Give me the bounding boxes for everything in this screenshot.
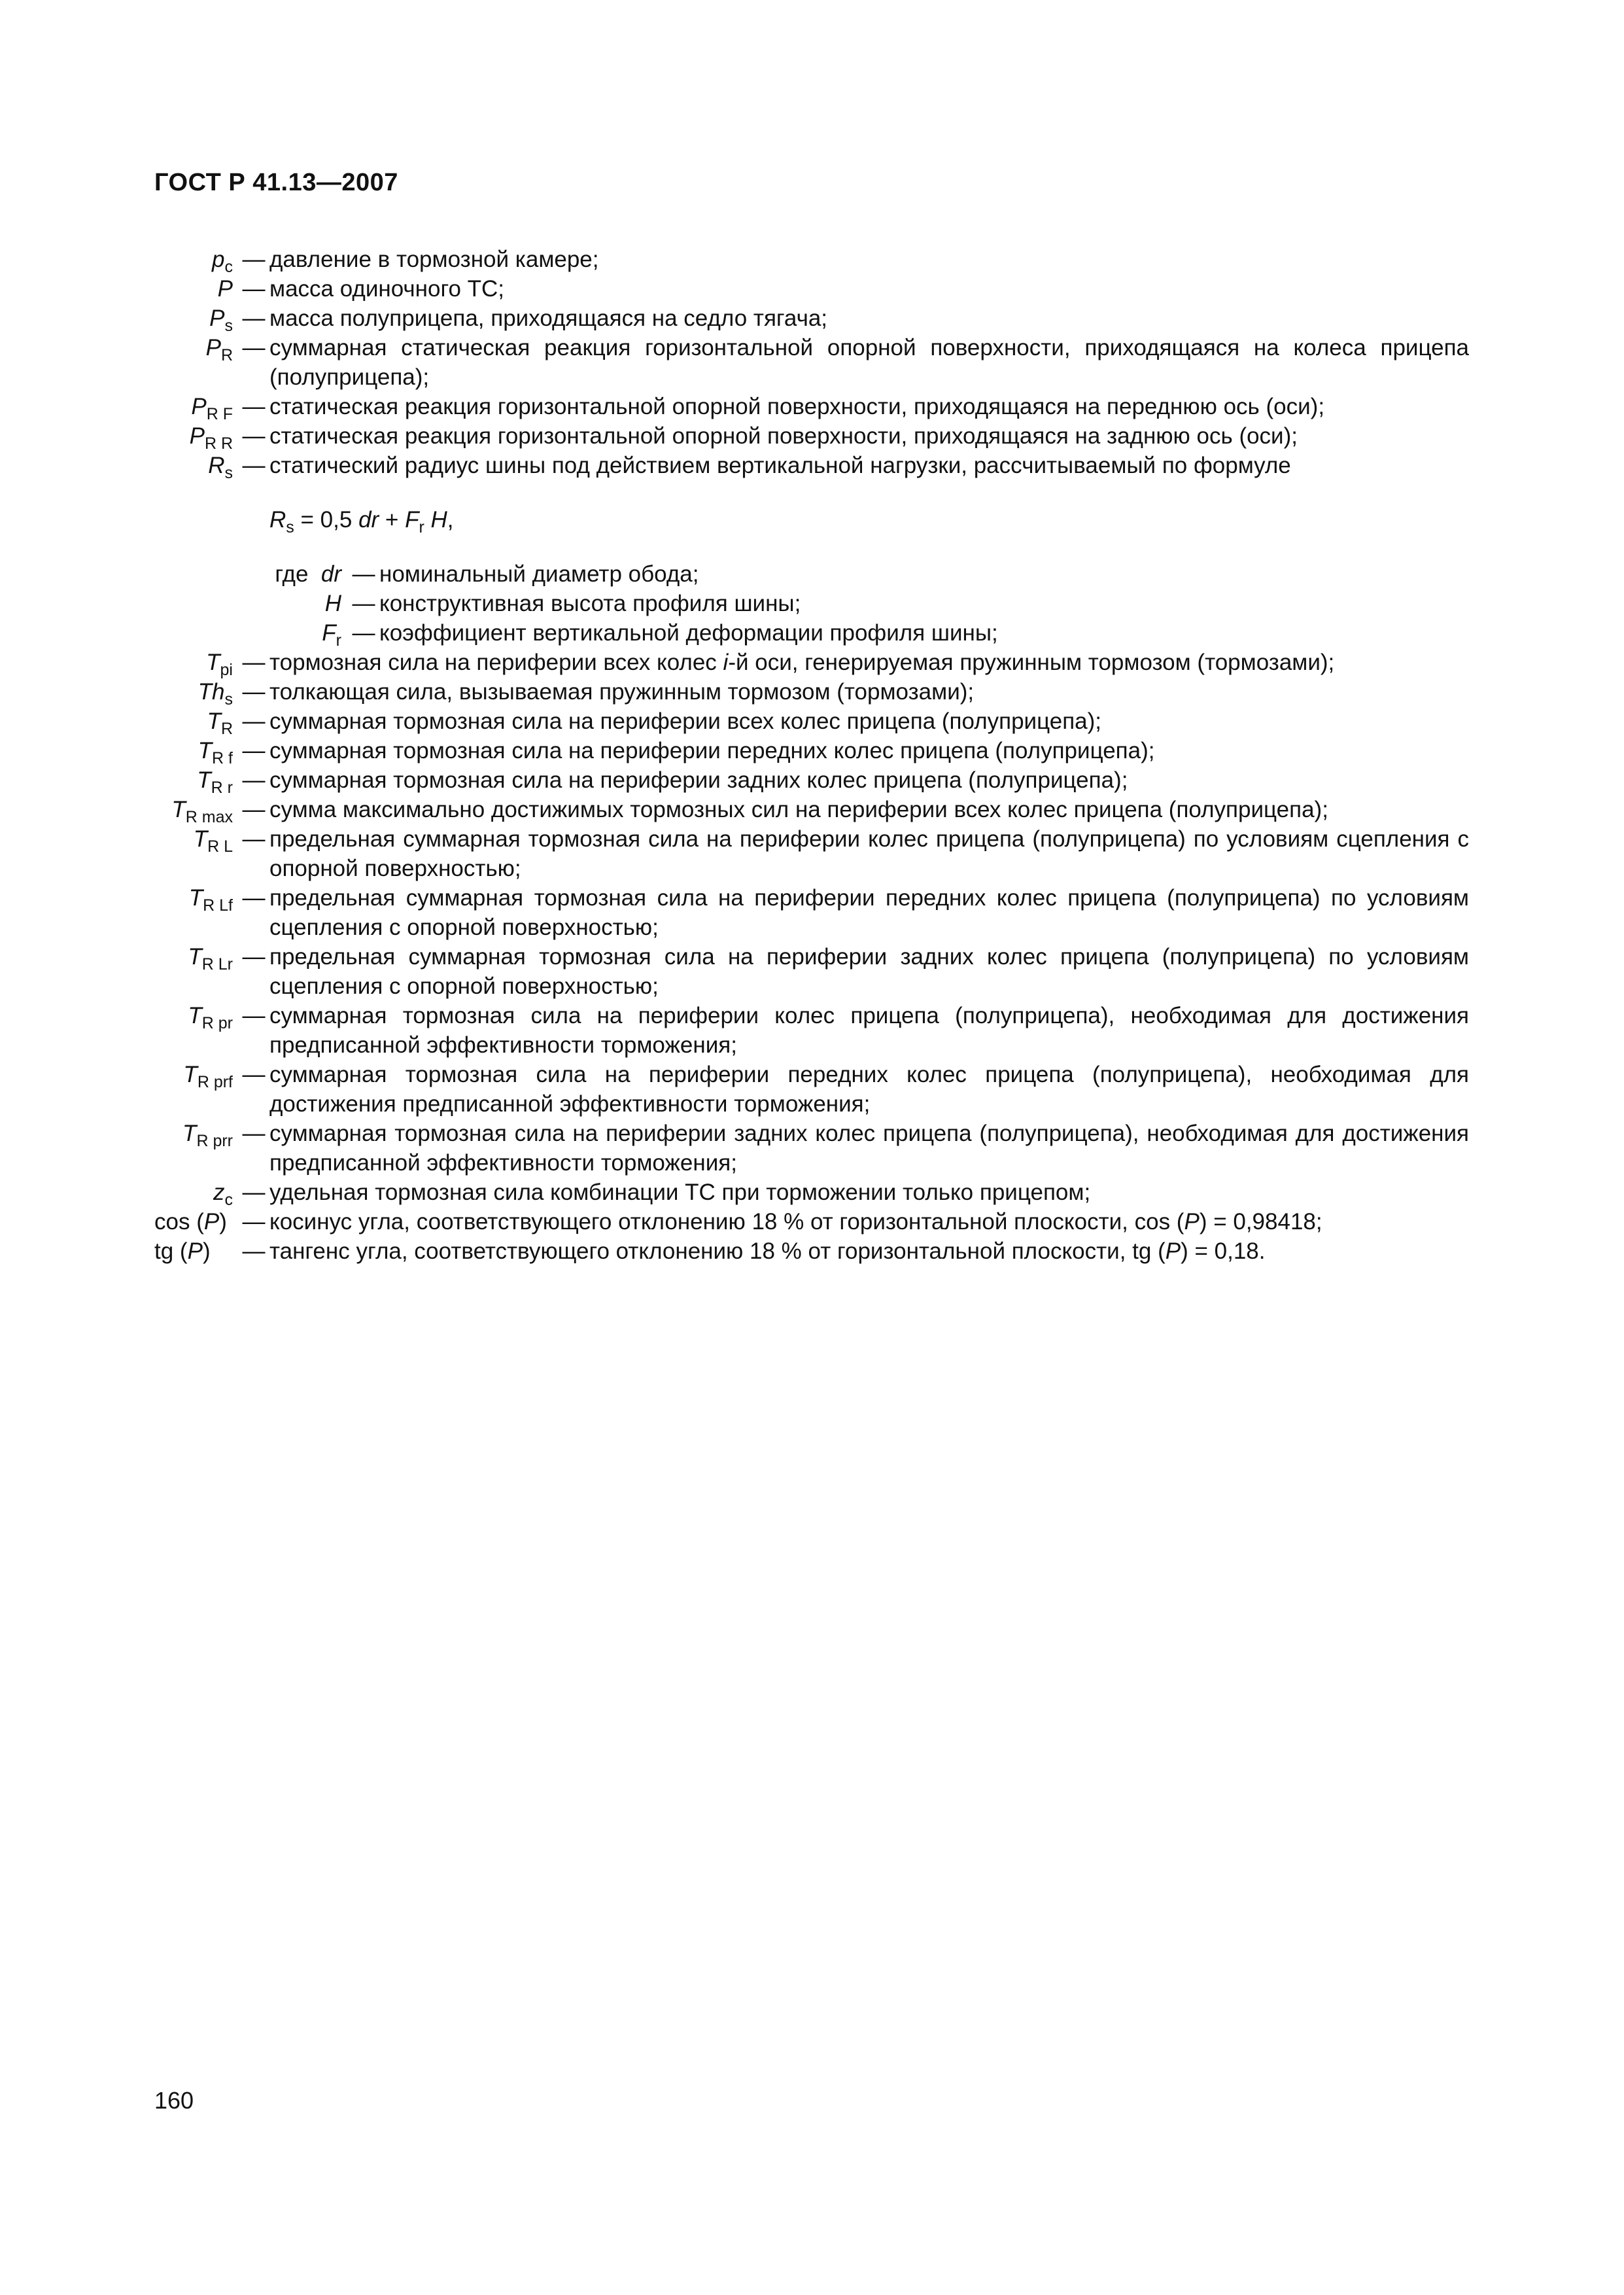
dash: — xyxy=(242,1180,266,1205)
where-text: конструктивная высота профиля шины; xyxy=(379,591,801,616)
definition-item xyxy=(154,736,1469,765)
definition-item xyxy=(154,707,1469,736)
symbol: $P_{R F}$ xyxy=(191,394,233,423)
page-number: 160 xyxy=(154,2087,194,2114)
dash: — xyxy=(242,944,266,970)
definition-text: толкающая сила, вызываемая пружинным тормозом (тормозами); xyxy=(269,679,975,705)
definition-item xyxy=(154,245,1469,274)
where-symbol: H xyxy=(324,591,341,616)
symbol: tg (P) xyxy=(154,1238,211,1264)
dash: — xyxy=(242,1121,266,1146)
dash: — xyxy=(242,1238,266,1264)
definition-item xyxy=(154,1178,1469,1207)
definition-item xyxy=(154,1060,1469,1119)
definition-text: суммарная тормозная сила на периферии задних колес прицепа (полуприцепа), необходимая для достижения предписанной эффективности торможения; xyxy=(269,1121,1469,1176)
definition-item xyxy=(154,392,1469,421)
dash: — xyxy=(242,423,266,449)
definition-text: давление в тормозной камере; xyxy=(269,247,599,272)
definition-text: масса одиночного ТС; xyxy=(269,276,505,302)
definition-item xyxy=(154,648,1469,677)
symbol: $P_R$ xyxy=(205,335,233,364)
dash: — xyxy=(242,650,266,675)
definition-text: статическая реакция горизонтальной опорной поверхности, приходящаяся на переднюю ось (оси); xyxy=(269,394,1325,419)
symbol: $T_{R max}$ xyxy=(171,797,233,826)
symbol: $p_c$ xyxy=(212,247,233,276)
definition-item xyxy=(154,333,1469,392)
symbol: $T_{R L}$ xyxy=(193,826,233,856)
definition-text: суммарная тормозная сила на периферии задних колес прицепа (полуприцепа); xyxy=(269,767,1128,793)
symbol: $P_s$ xyxy=(209,306,233,335)
dash: — xyxy=(242,276,266,302)
symbol: $T_{pi}$ xyxy=(206,650,233,679)
definition-item xyxy=(154,824,1469,883)
definition-text: удельная тормозная сила комбинации ТС при торможении только прицепом; xyxy=(269,1180,1091,1205)
where-item xyxy=(269,559,1469,589)
dash: — xyxy=(242,767,266,793)
where-text: номинальный диаметр обода; xyxy=(379,561,699,587)
symbol: $Th_s$ xyxy=(198,679,233,709)
symbol: $T_{R prr}$ xyxy=(182,1121,233,1150)
definition-text: сумма максимально достижимых тормозных сил на периферии всех колес прицепа (полуприцепа); xyxy=(269,797,1328,822)
symbol: P xyxy=(217,276,233,302)
definition-item xyxy=(154,1001,1469,1060)
definitions-list xyxy=(154,245,1469,1266)
dash: — xyxy=(352,591,375,616)
definition-item xyxy=(154,765,1469,795)
dash: — xyxy=(352,561,375,587)
dash: — xyxy=(242,738,266,763)
where-block xyxy=(269,559,1469,648)
definition-text: предельная суммарная тормозная сила на периферии передних колес прицепа (полуприцепа) по условиям сцепления с опорной поверхностью; xyxy=(269,885,1469,940)
definition-item xyxy=(154,451,1469,480)
dash: — xyxy=(242,826,266,852)
symbol: $T_{R prf}$ xyxy=(183,1062,233,1091)
definition-text: суммарная тормозная сила на периферии передних колес прицепа (полуприцепа), необходимая для достижения предписанной эффективности торможения; xyxy=(269,1062,1469,1117)
definition-item xyxy=(154,883,1469,942)
dash: — xyxy=(242,1003,266,1028)
definition-text: статический радиус шины под действием вертикальной нагрузки, рассчитываемый по формуле xyxy=(269,453,1291,478)
definition-item xyxy=(154,421,1469,451)
definition-item xyxy=(154,1119,1469,1178)
dash: — xyxy=(242,709,266,734)
definition-text: тангенс угла, соответствующего отклонению 18 % от горизонтальной плоскости, tg (P) = 0,18. xyxy=(269,1238,1266,1264)
definition-item xyxy=(154,304,1469,333)
dash: — xyxy=(242,247,266,272)
definition-item xyxy=(154,942,1469,1001)
symbol: $T_{R Lf}$ xyxy=(188,885,233,915)
definition-text: статическая реакция горизонтальной опорной поверхности, приходящаяся на заднюю ось (оси); xyxy=(269,423,1298,449)
definition-item xyxy=(154,677,1469,707)
symbol: $T_{R r}$ xyxy=(197,767,233,797)
dash: — xyxy=(242,453,266,478)
definition-text: масса полуприцепа, приходящаяся на седло тягача; xyxy=(269,306,828,331)
definition-text: суммарная тормозная сила на периферии всех колес прицепа (полуприцепа); xyxy=(269,709,1101,734)
where-item xyxy=(269,589,1469,618)
definition-item-cos xyxy=(154,1207,1469,1236)
definition-text: предельная суммарная тормозная сила на периферии колес прицепа (полуприцепа) по условиям сцепления с опорной поверхностью; xyxy=(269,826,1469,881)
dash: — xyxy=(242,1209,266,1235)
symbol: $T_R$ xyxy=(207,709,233,738)
definition-item xyxy=(154,274,1469,304)
where-symbol: $F_r$ xyxy=(322,620,341,650)
definition-item xyxy=(154,795,1469,824)
symbol: cos (P) xyxy=(154,1209,227,1235)
definition-text: суммарная статическая реакция горизонтальной опорной поверхности, приходящаяся на колеса прицепа (полуприцепа); xyxy=(269,335,1469,390)
definition-text: косинус угла, соответствующего отклонению 18 % от горизонтальной плоскости, cos (P) = 0,98418; xyxy=(269,1209,1322,1235)
dash: — xyxy=(242,306,266,331)
dash: — xyxy=(242,394,266,419)
dash: — xyxy=(242,1062,266,1087)
dash: — xyxy=(242,797,266,822)
document-header: ГОСТ Р 41.13—2007 xyxy=(154,169,398,196)
formula-rs: $R_s = 0,5$ dr + $F_r$ H, xyxy=(269,507,454,536)
dash: — xyxy=(242,679,266,705)
symbol: $T_{R Lr}$ xyxy=(188,944,233,973)
dash: — xyxy=(242,885,266,911)
where-item xyxy=(269,618,1469,648)
symbol: $P_{R R}$ xyxy=(189,423,233,453)
definition-text: предельная суммарная тормозная сила на периферии задних колес прицепа (полуприцепа) по условиям сцепления с опорной поверхностью; xyxy=(269,944,1469,999)
symbol: $z_c$ xyxy=(213,1180,233,1209)
symbol: $R_s$ xyxy=(208,453,233,482)
definition-text: суммарная тормозная сила на периферии передних колес прицепа (полуприцепа); xyxy=(269,738,1155,763)
dash: — xyxy=(352,620,375,646)
definition-item-tg xyxy=(154,1236,1469,1266)
definition-text: тормозная сила на периферии всех колес i-й оси, генерируемая пружинным тормозом (тормозами); xyxy=(269,650,1335,675)
symbol: $T_{R f}$ xyxy=(198,738,233,767)
dash: — xyxy=(242,335,266,360)
where-symbol: где dr xyxy=(275,561,341,587)
definition-text: суммарная тормозная сила на периферии колес прицепа (полуприцепа), необходимая для достижения предписанной эффективности торможения; xyxy=(269,1003,1469,1058)
symbol: $T_{R pr}$ xyxy=(188,1003,233,1032)
where-text: коэффициент вертикальной деформации профиля шины; xyxy=(379,620,998,646)
